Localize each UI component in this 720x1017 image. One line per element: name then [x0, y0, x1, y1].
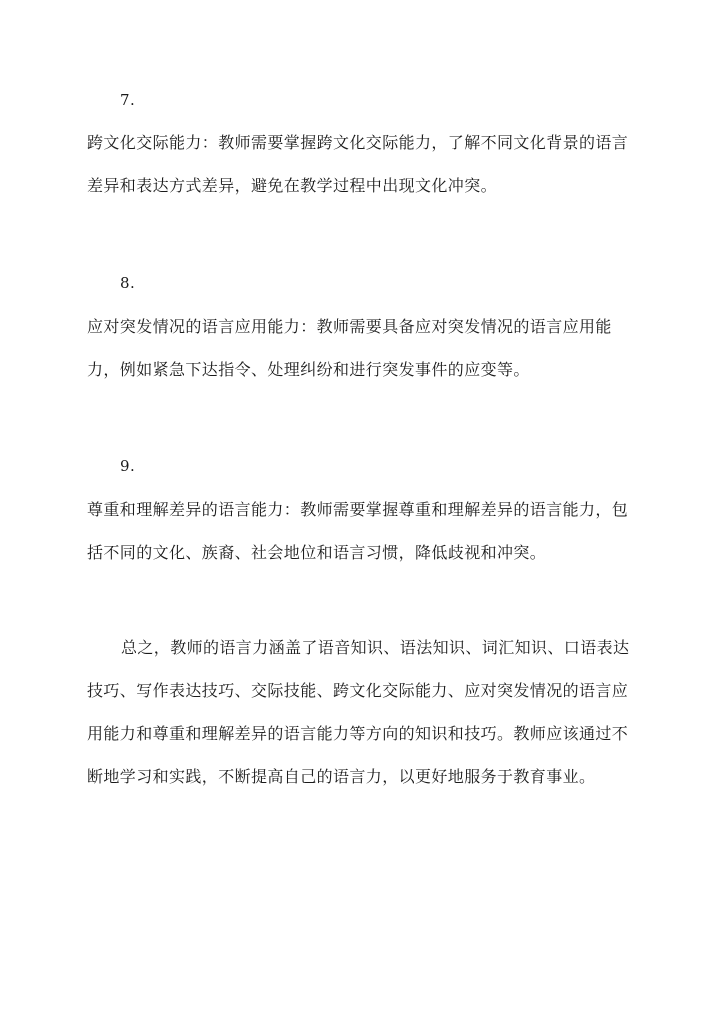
item-number-8: 8.: [120, 274, 136, 292]
item-text-9: 尊重和理解差异的语言能力：教师需要掌握尊重和理解差异的语言能力，包括不同的文化、族裔、社会地位和语言习惯，降低歧视和冲突。: [87, 500, 629, 562]
summary-paragraph: 总之，教师的语言力涵盖了语音知识、语法知识、词汇知识、口语表达技巧、写作表达技巧、交际技能、跨文化交际能力、应对突发情况的语言应用能力和尊重和理解差异的语言能力等方向的知识和技巧。教师应该通过不断地学习和实践，不断提高自己的语言力，以更好地服务于教育事业。: [87, 638, 630, 786]
item-text-8: 应对突发情况的语言应用能力：教师需要具备应对突发情况的语言应用能力，例如紧急下达指令、处理纠纷和进行突发事件的应变等。: [87, 317, 612, 379]
item-text-7: 跨文化交际能力：教师需要掌握跨文化交际能力，了解不同文化背景的语言差异和表达方式差异，避免在教学过程中出现文化冲突。: [87, 133, 629, 195]
item-number-7: 7.: [120, 91, 136, 109]
item-number-9: 9.: [120, 457, 136, 475]
